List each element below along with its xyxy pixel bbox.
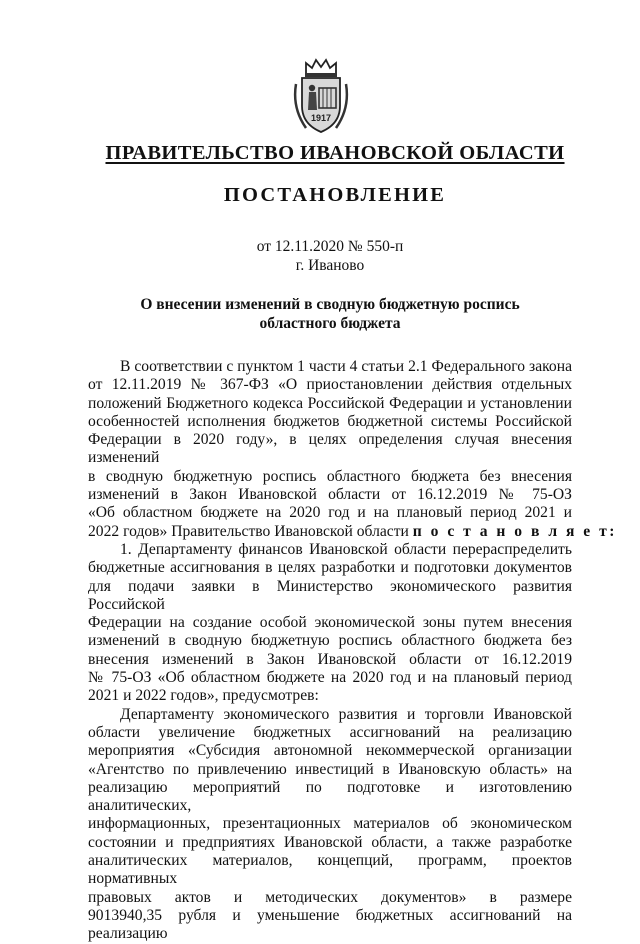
body-line — [88, 522, 615, 541]
body-line-text: в сводную бюджетную роспись областного бюджета без внесения — [88, 467, 572, 485]
body-line-text: особенностей исполнения бюджетов бюджетной системы Российской — [88, 412, 572, 430]
body-line-suffix: : — [609, 522, 615, 540]
body-line-text: области увеличение бюджетных ассигнований на реализацию — [88, 723, 572, 741]
body-line-text: Федерации в 2020 году», в целях определения случая внесения изменений — [88, 431, 572, 467]
body-line — [88, 889, 572, 907]
body-line-text: бюджетные ассигнования в целях разработки и подготовки документов — [88, 559, 572, 577]
body-line — [88, 468, 572, 486]
body-line-text: № 75-ОЗ «Об областном бюджете на 2020 год и на плановый период — [88, 669, 572, 687]
body-line — [88, 578, 572, 615]
body-line-text: для подачи заявки в Министерство экономического развития Российской — [88, 577, 572, 613]
body-line-text: изменений в сводную бюджетную роспись областного бюджета без — [88, 632, 572, 650]
body-line-text: от 12.11.2019 № 367-ФЗ «О приостановлении действия отдельных — [88, 376, 572, 394]
body-line-text: 2022 годов» Правительство Ивановской области — [88, 522, 409, 540]
body-line-text: внесения изменений в Закон Ивановской области от 16.12.2019 — [88, 650, 572, 668]
body-line-text: положений Бюджетного кодекса Российской Федерации и установлении — [88, 394, 572, 412]
subject-heading — [0, 295, 640, 333]
body-line-text: правовых актов и методических документов» в размере — [88, 888, 572, 906]
body-line — [88, 559, 572, 577]
date-number: от 12.11.2020 № 550-п — [256, 238, 404, 255]
body-line-text: В соответствии с пунктом 1 части 4 статьи 2.1 Федерального закона — [120, 358, 572, 375]
body-line — [88, 779, 572, 816]
body-line — [88, 706, 572, 724]
body-line — [88, 687, 572, 705]
organization-title: ПРАВИТЕЛЬСТВО ИВАНОВСКОЙ ОБЛАСТИ — [105, 142, 565, 164]
body-line — [88, 907, 572, 944]
ivanovo-coat-of-arms-icon — [292, 58, 350, 136]
body-line-text: реализацию мероприятий по подготовке и изготовлению аналитических, — [88, 778, 572, 815]
body-line-text: 2021 и 2022 годов», предусмотрев: — [88, 687, 319, 705]
body-line — [88, 632, 572, 650]
body-line-text: «Об областном бюджете на 2020 год и на плановый период 2021 и — [88, 504, 572, 522]
body-line — [88, 395, 572, 413]
document-body — [88, 358, 615, 944]
body-line — [88, 834, 572, 852]
body-line — [88, 724, 572, 742]
body-line — [88, 486, 572, 504]
body-line — [88, 358, 572, 376]
body-line — [88, 761, 572, 779]
body-line-text: изменений в Закон Ивановской области от 16.12.2019 № 75-ОЗ — [88, 486, 572, 504]
body-line-text: состоянии и предприятиях Ивановской области, а также разработке — [88, 833, 572, 851]
emblem-year: 1917 — [310, 113, 332, 123]
body-line-text: Департаменту экономического развития и торговли Ивановской — [120, 705, 572, 723]
body-line — [88, 815, 572, 833]
body-line — [88, 541, 572, 559]
body-line — [88, 742, 572, 760]
body-line — [88, 651, 572, 669]
body-line — [88, 669, 572, 687]
subject-line-1: О внесении изменений в сводную бюджетную роспись — [140, 296, 520, 313]
body-line-text: информационных, презентационных материалов об экономическом — [88, 815, 572, 833]
body-line-text: мероприятия «Субсидия автономной некоммерческой организации — [88, 742, 572, 760]
body-line — [88, 376, 572, 394]
body-line — [88, 413, 572, 431]
city: г. Иваново — [295, 257, 365, 274]
body-line — [88, 614, 572, 632]
body-line-text: Федерации на создание особой экономической зоны путем внесения — [88, 614, 572, 632]
body-line-text: 9013940,35 рубля и уменьшение бюджетных ассигнований на реализацию — [88, 906, 572, 943]
subject-line-2: областного бюджета — [259, 315, 401, 332]
body-line — [88, 852, 572, 889]
body-line — [88, 504, 572, 522]
body-line-text: аналитических материалов, концепций, программ, проектов нормативных — [88, 852, 572, 888]
body-line-emphasis: п о с т а н о в л я е т — [412, 522, 610, 540]
body-line — [88, 431, 572, 468]
body-line-text: 1. Департаменту финансов Ивановской области перераспределить — [120, 540, 572, 558]
body-line-text: «Агентство по привлечению инвестиций в Ивановскую область» на — [88, 760, 572, 778]
document-type: ПОСТАНОВЛЕНИЕ — [223, 184, 447, 206]
